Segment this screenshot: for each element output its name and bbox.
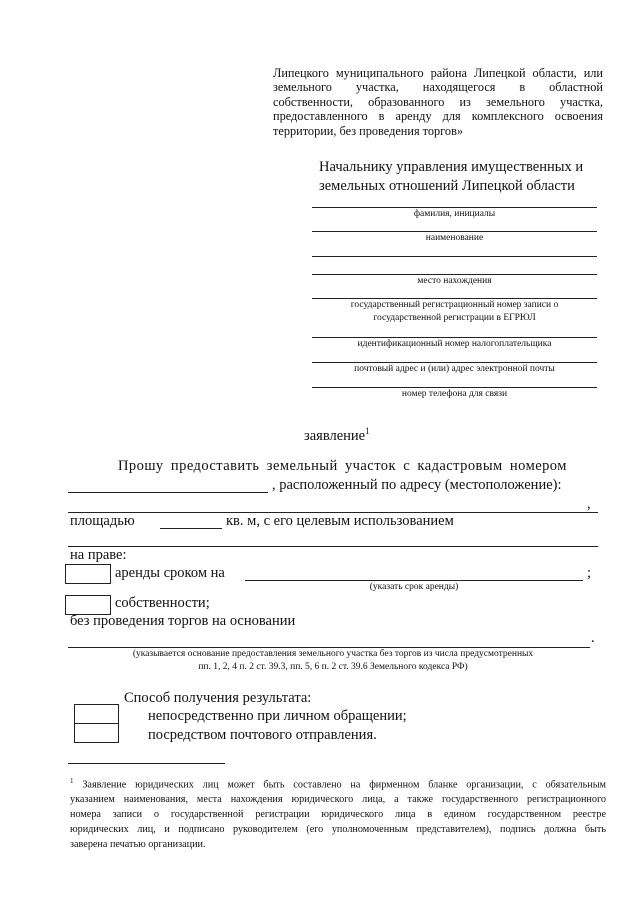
name-caption: фамилия, инициалы (413, 209, 496, 219)
right-label: на праве: (70, 547, 127, 563)
footnote-line (70, 774, 606, 792)
postal-caption: почтовый адрес и (или) адрес электронной почты (354, 364, 555, 374)
intro-line: территории, без проведения торгов» (273, 123, 464, 138)
phone-field[interactable] (312, 387, 597, 388)
footnote-line: указанием наименования, места нахождения юридического лица, а также государственного регистрационного (70, 794, 606, 806)
request-line-2: , расположенный по адресу (местоположение): (272, 477, 562, 493)
lease-term-field[interactable] (245, 580, 583, 581)
footnote-line: заверена печатью организации. (70, 839, 206, 851)
basis-caption-1: (указывается основание предоставления земельного участка без торгов из числа предусмотренных (132, 649, 534, 659)
addressee-line-2: земельных отношений Липецкой области (319, 178, 575, 194)
result-option-personal: непосредственно при личном обращении; (148, 708, 407, 724)
basis-caption-2: пп. 1, 2, 4 п. 2 ст. 39.3, пп. 5, 6 п. 2 ст. 39.6 Земельного кодекса РФ) (198, 662, 468, 672)
basis-label: без проведения торгов на основании (70, 613, 296, 629)
footnote-line-text: Заявление юридических лиц может быть составлено на фирменном бланке организации, с обязательным (82, 779, 607, 791)
inn-field[interactable] (312, 337, 597, 338)
registration-caption-1: государственный регистрационный номер записи о (350, 300, 559, 310)
footnote-line: юридических лиц, и подписано руководителем (его уполномоченным представителем), подпись должна быть (70, 824, 606, 836)
phone-caption: номер телефона для связи (401, 389, 508, 399)
lease-semicolon: ; (587, 565, 592, 581)
addressee (319, 158, 583, 196)
intro-line: земельного участка, находящегося в областной (273, 80, 603, 95)
title-caption: наименование (425, 233, 484, 243)
result-heading: Способ получения результата: (124, 690, 312, 706)
postal-field[interactable] (312, 362, 597, 363)
location-field-2[interactable] (312, 274, 597, 275)
address-comma: , (587, 496, 591, 512)
intro-line: Липецкого муниципального района Липецкой области, или (273, 66, 603, 80)
cadastral-number-field[interactable] (68, 492, 268, 493)
area-label: площадью (70, 513, 135, 529)
name-field[interactable] (312, 207, 597, 208)
lease-caption: (указать срок аренды) (369, 582, 459, 592)
registration-caption-2: государственной регистрации в ЕГРЮЛ (373, 313, 536, 323)
result-options-box[interactable] (74, 704, 119, 743)
request-line-1: Прошу предоставить земельный участок с кадастровым номером (118, 458, 567, 474)
intro-paragraph (273, 66, 603, 138)
form-title-text: заявление (304, 427, 366, 444)
purpose-field[interactable] (68, 546, 598, 547)
basis-field[interactable] (68, 647, 590, 648)
result-option-mail: посредством почтового отправления. (148, 727, 377, 743)
basis-period: . (591, 630, 595, 646)
intro-line: предоставленного в аренду для комплексного освоения (273, 109, 603, 124)
ownership-checkbox[interactable] (65, 595, 111, 615)
registration-field[interactable] (312, 298, 597, 299)
area-purpose-label: кв. м, с его целевым использованием (226, 513, 454, 529)
title-field[interactable] (312, 231, 597, 232)
footnote (70, 774, 606, 852)
location-field-1[interactable] (312, 256, 597, 257)
footnote-separator (68, 763, 225, 764)
ownership-label: собственности; (115, 595, 210, 611)
location-caption: место нахождения (417, 276, 492, 286)
lease-label: аренды сроком на (115, 565, 225, 581)
result-box-divider (75, 723, 118, 724)
footnote-line: номера записи о государственной регистрации юридического лица в едином государственном реестре (70, 809, 606, 821)
intro-line: собственности, образованного из земельного участка, (273, 94, 603, 109)
addressee-line-1: Начальнику управления имущественных и (319, 159, 584, 175)
form-title (304, 426, 370, 445)
inn-caption: идентификационный номер налогоплательщика (357, 339, 552, 349)
footnote-mark: 1 (365, 426, 370, 436)
footnote-number: 1 (70, 777, 74, 785)
lease-checkbox[interactable] (65, 564, 111, 584)
area-field[interactable] (160, 528, 222, 529)
